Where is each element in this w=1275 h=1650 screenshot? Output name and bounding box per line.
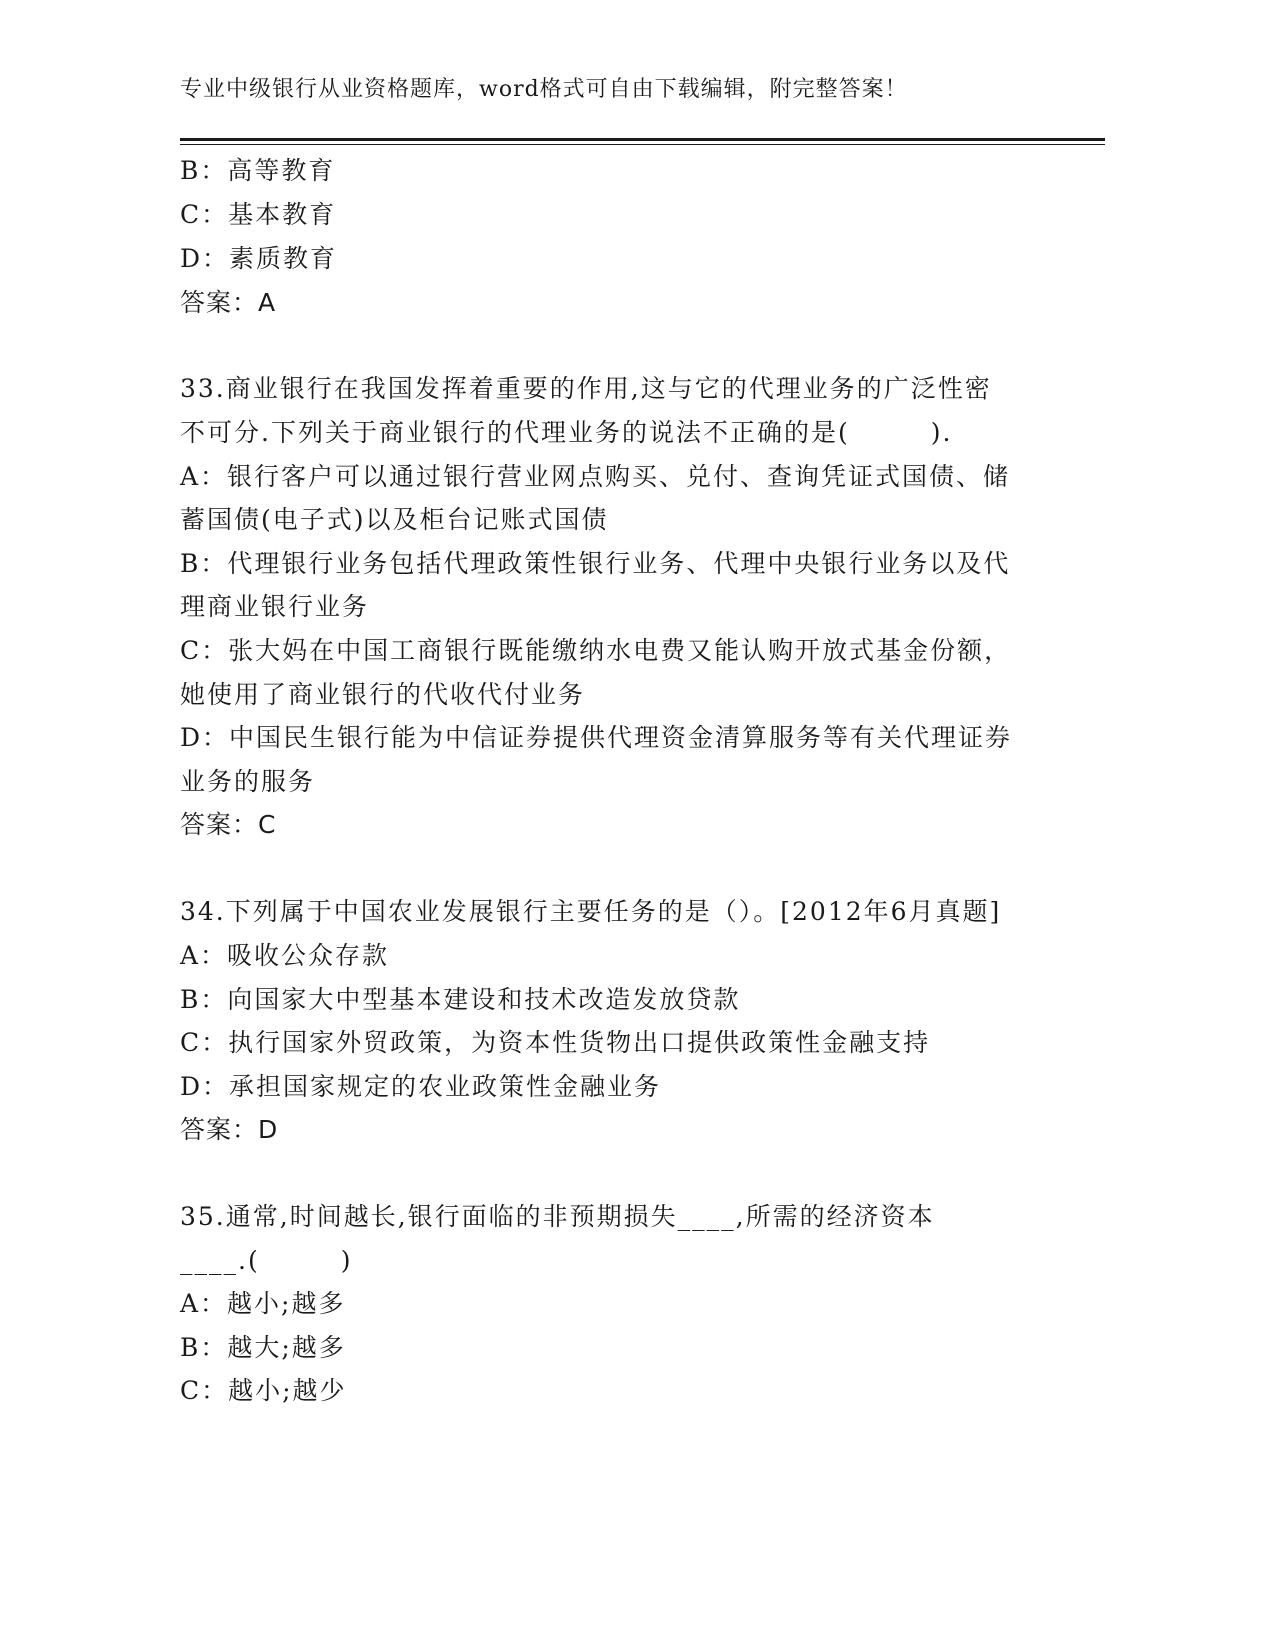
q33-option-c-line-1: C：张大妈在中国工商银行既能缴纳水电费又能认购开放式基金份额， xyxy=(180,636,1012,665)
q35-stem-line-2: ____.( ) xyxy=(180,1246,353,1275)
q34-option-d: D：承担国家规定的农业政策性金融业务 xyxy=(180,1072,662,1101)
q34-stem: 34.下列属于中国农业发展银行主要任务的是（）。[2012年6月真题] xyxy=(180,897,1002,926)
q33-option-c-line-2: 她使用了商业银行的代收代付业务 xyxy=(180,680,586,709)
header-rule-thick xyxy=(180,138,1105,141)
q33-answer: 答案：C xyxy=(180,810,277,839)
q33-option-d-line-1: D：中国民生银行能为中信证券提供代理资金清算服务等有关代理证券 xyxy=(180,723,1013,752)
page-header: 专业中级银行从业资格题库，word格式可自由下载编辑，附完整答案！ xyxy=(180,77,908,102)
q34-option-a: A：吸收公众存款 xyxy=(180,941,390,970)
q33-option-a-line-1: A：银行客户可以通过银行营业网点购买、兑付、查询凭证式国债、储 xyxy=(180,462,1011,491)
q33-stem-line-1: 33.商业银行在我国发挥着重要的作用,这与它的代理业务的广泛性密 xyxy=(180,374,992,403)
q35-option-b: B：越大;越多 xyxy=(180,1333,346,1362)
header-rule-thin xyxy=(180,144,1105,145)
q32-option-c: C：基本教育 xyxy=(180,200,337,229)
q35-option-a: A：越小;越多 xyxy=(180,1289,346,1318)
q32-option-d: D：素质教育 xyxy=(180,244,338,273)
q33-stem-line-2: 不可分.下列关于商业银行的代理业务的说法不正确的是( ). xyxy=(180,418,953,447)
q33-option-b-line-1: B：代理银行业务包括代理政策性银行业务、代理中央银行业务以及代 xyxy=(180,549,1011,578)
q32-answer: 答案：A xyxy=(180,288,277,317)
q35-option-c: C：越小;越少 xyxy=(180,1376,347,1405)
q33-option-d-line-2: 业务的服务 xyxy=(180,767,316,796)
q35-stem-line-1: 35.通常,时间越长,银行面临的非预期损失____,所需的经济资本 xyxy=(180,1202,935,1231)
q32-option-b: B：高等教育 xyxy=(180,156,336,185)
q33-option-a-line-2: 蓄国债(电子式)以及柜台记账式国债 xyxy=(180,505,609,534)
q34-answer: 答案：D xyxy=(180,1115,279,1144)
q34-option-b: B：向国家大中型基本建设和技术改造发放贷款 xyxy=(180,985,741,1014)
q34-option-c: C：执行国家外贸政策，为资本性货物出口提供政策性金融支持 xyxy=(180,1028,931,1057)
q33-option-b-line-2: 理商业银行业务 xyxy=(180,592,370,621)
